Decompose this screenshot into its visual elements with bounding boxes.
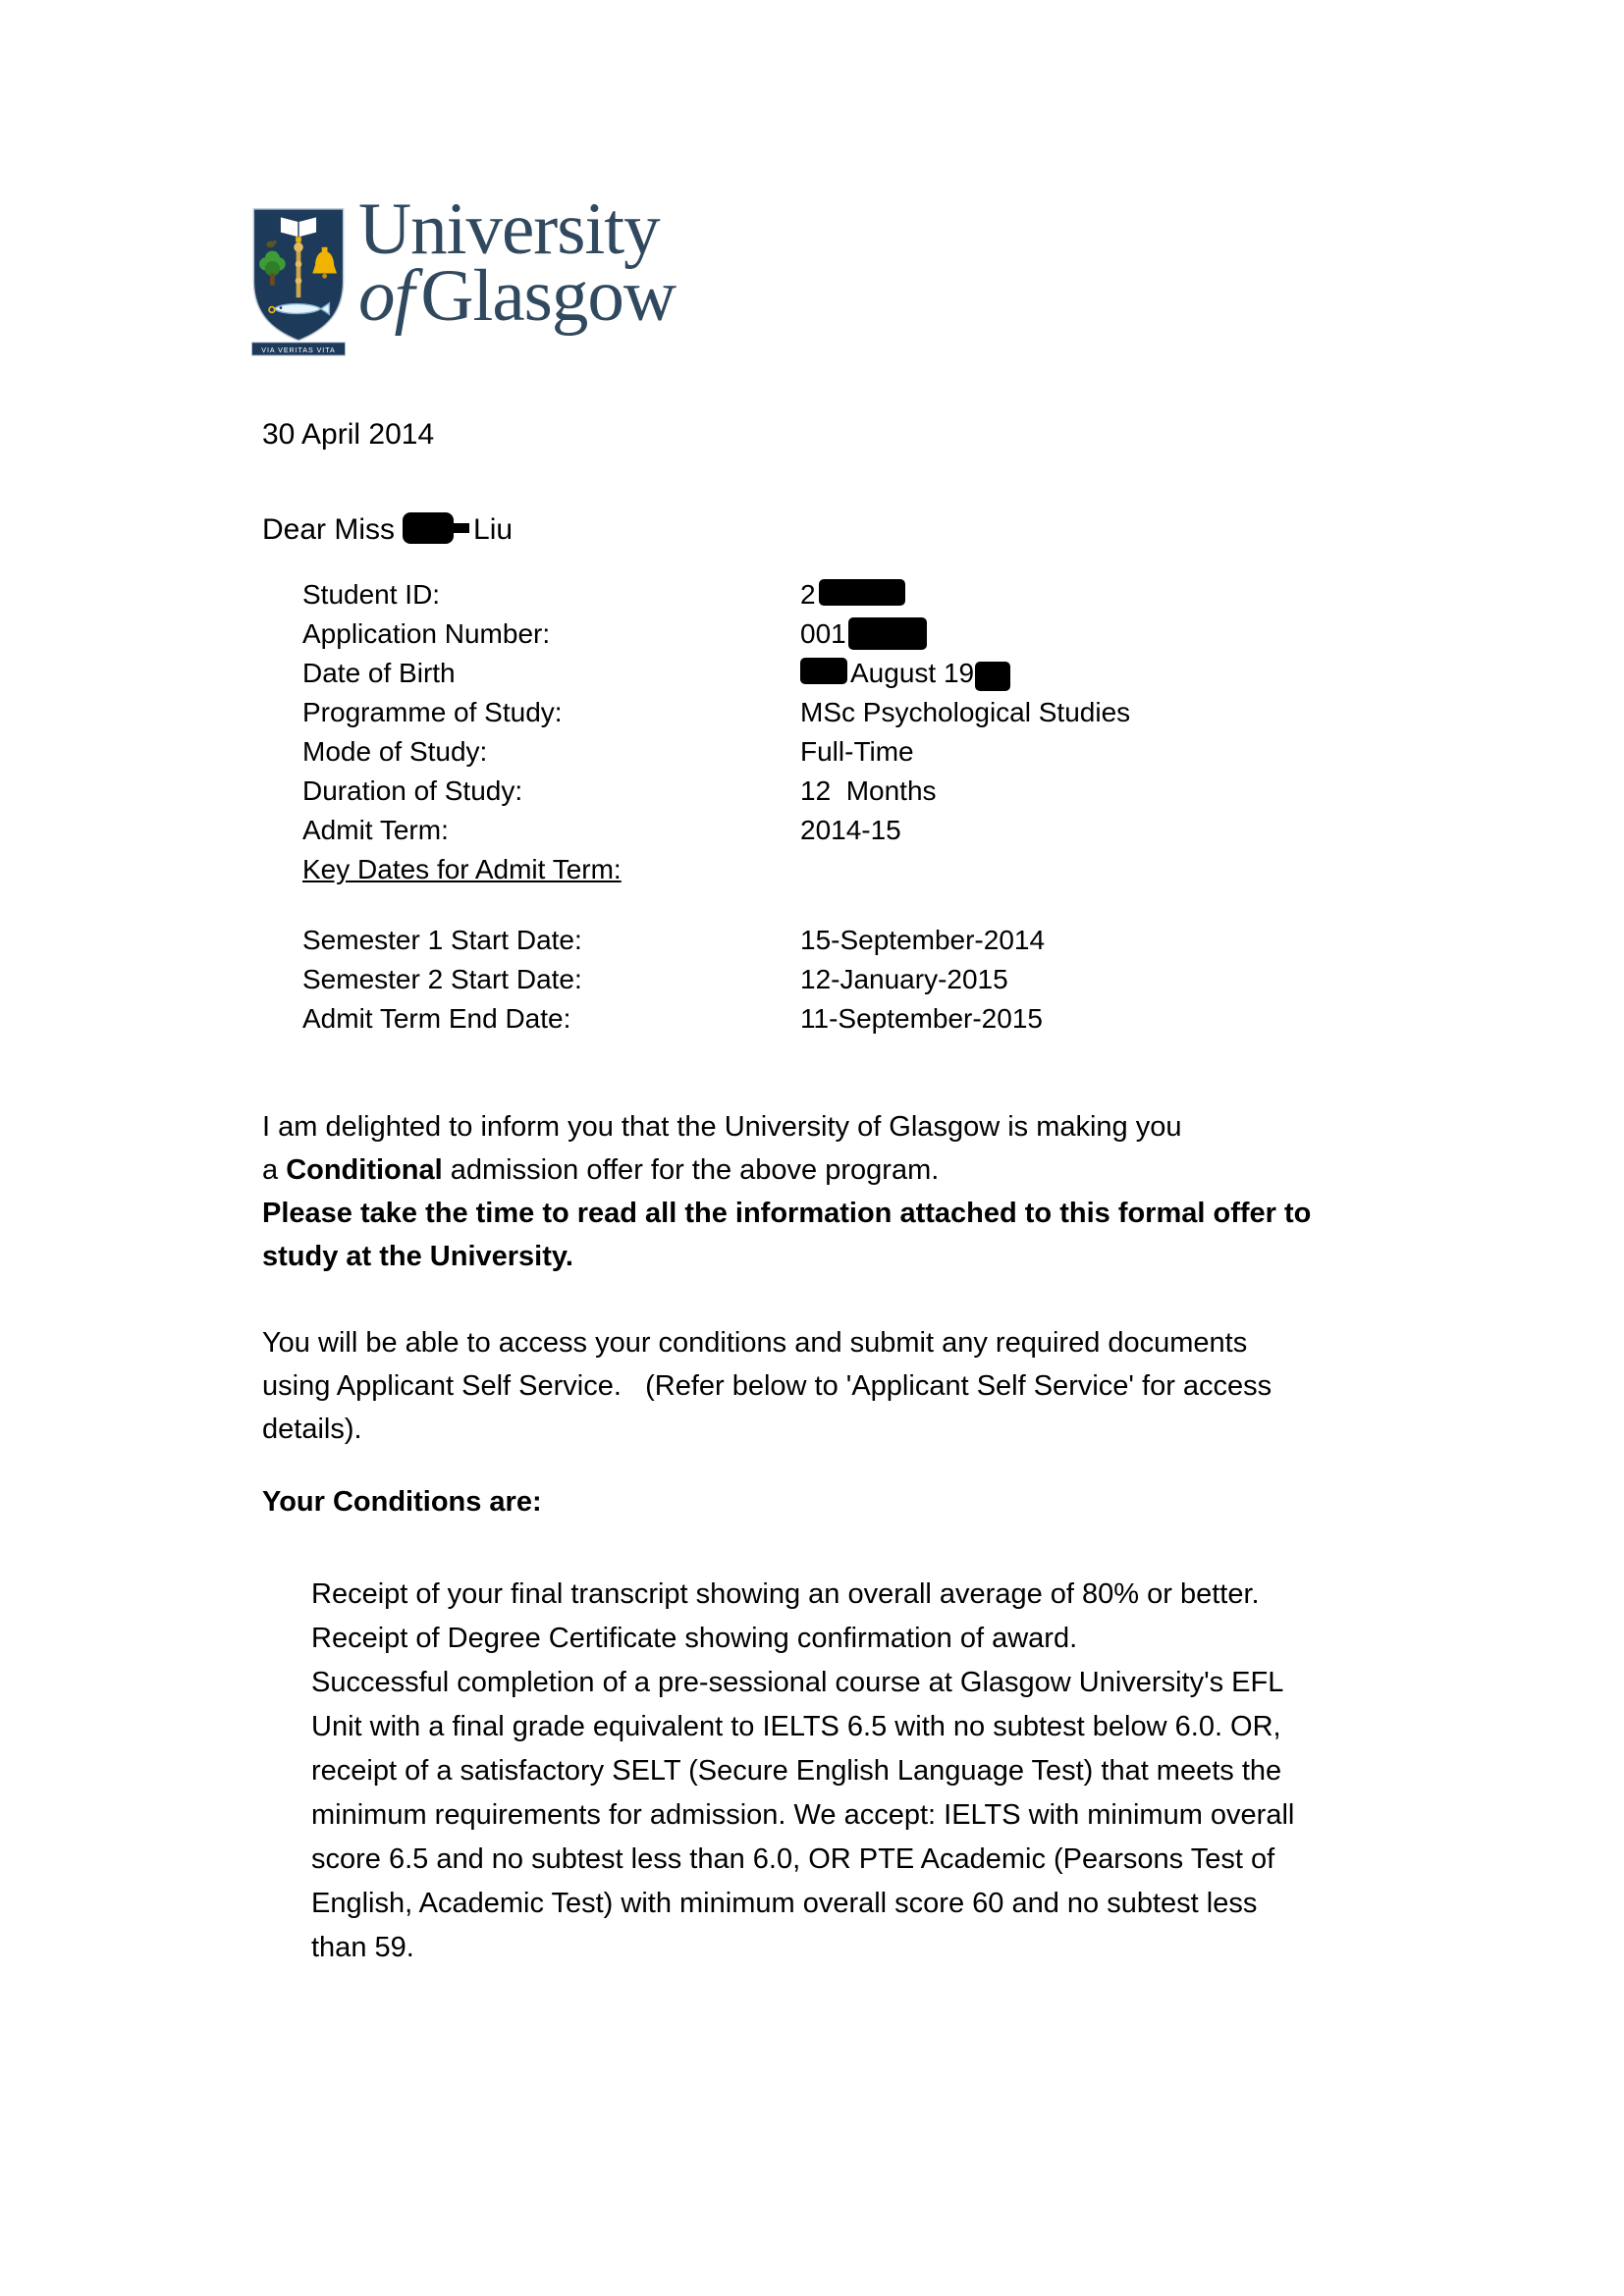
detail-row-semester2 [302, 960, 1130, 999]
detail-label: Programme of Study: [302, 697, 563, 727]
detail-row-semester1 [302, 921, 1130, 960]
conditions-heading: Your Conditions are: [262, 1486, 542, 1518]
detail-value: 2 [800, 575, 905, 614]
condition-line: Successful completion of a pre-sessional course at Glasgow University's EFL [311, 1667, 1284, 1698]
letter-date: 30 April 2014 [262, 418, 435, 451]
detail-label: Admit Term End Date: [302, 1003, 571, 1034]
detail-value: 2014-15 [800, 815, 901, 845]
conditional-emphasis: Conditional [286, 1154, 443, 1186]
redaction-box [975, 662, 1010, 691]
redaction-box [819, 579, 905, 606]
wordmark-line1: University [358, 188, 660, 270]
applicant-details-table [302, 575, 1130, 1039]
detail-row-duration [302, 772, 1130, 811]
redaction-box [848, 617, 927, 650]
paragraph-line: a Conditional admission offer for the above program. [262, 1154, 940, 1186]
detail-value: 12 Months [800, 775, 937, 806]
university-logo [248, 188, 676, 357]
condition-line: receipt of a satisfactory SELT (Secure English Language Test) that meets the [311, 1755, 1282, 1787]
offer-paragraph [262, 1105, 1311, 1278]
condition-line: minimum requirements for admission. We accept: IELTS with minimum overall [311, 1799, 1295, 1831]
paragraph-line-bold: study at the University. [262, 1241, 573, 1272]
redaction-box [403, 512, 454, 544]
detail-label: Mode of Study: [302, 736, 488, 767]
detail-row-student-id [302, 575, 1130, 614]
detail-value: MSc Psychological Studies [800, 697, 1131, 727]
detail-row-application-number [302, 614, 1130, 654]
detail-label: Admit Term: [302, 815, 449, 845]
paragraph-line: using Applicant Self Service. (Refer below to 'Applicant Self Service' for access [262, 1370, 1272, 1402]
paragraph-line: details). [262, 1414, 362, 1445]
condition-line: Receipt of Degree Certificate showing confirmation of award. [311, 1623, 1078, 1654]
detail-value: 001 [800, 614, 927, 654]
detail-label: Application Number: [302, 618, 551, 649]
detail-label: Student ID: [302, 579, 441, 610]
key-dates-heading: Key Dates for Admit Term: [302, 854, 622, 884]
detail-value: Full-Time [800, 736, 914, 767]
detail-value: 12-January-2015 [800, 964, 1008, 994]
condition-line: than 59. [311, 1932, 414, 1963]
university-wordmark [358, 188, 676, 337]
paragraph-line: You will be able to access your conditions and submit any required documents [262, 1327, 1248, 1359]
detail-label: Date of Birth [302, 658, 456, 688]
condition-line: Unit with a final grade equivalent to IELTS 6.5 with no subtest below 6.0. OR, [311, 1711, 1281, 1742]
detail-row-programme [302, 693, 1130, 732]
detail-label: Semester 2 Start Date: [302, 964, 582, 994]
paragraph-line: I am delighted to inform you that the University of Glasgow is making you [262, 1111, 1182, 1143]
crest-motto: VIA VERITAS VITA [261, 346, 336, 354]
detail-row-admit-term-end [302, 999, 1130, 1039]
detail-row-mode [302, 732, 1130, 772]
university-crest-icon [248, 206, 349, 357]
condition-line: English, Academic Test) with minimum overall score 60 and no subtest less [311, 1888, 1258, 1919]
detail-label: Semester 1 Start Date: [302, 925, 582, 955]
wordmark-glasgow: Glasgow [420, 255, 676, 337]
detail-row-admit-term [302, 811, 1130, 850]
detail-value: August 19 [800, 654, 1010, 693]
detail-value: 15-September-2014 [800, 925, 1046, 955]
redaction-box [800, 658, 847, 684]
paragraph-line-bold: Please take the time to read all the information attached to this formal offer to [262, 1198, 1312, 1229]
greeting-line [262, 512, 513, 547]
detail-row-key-dates-heading [302, 850, 1130, 889]
spacer [302, 889, 1130, 921]
condition-line: Receipt of your final transcript showing an overall average of 80% or better. [311, 1578, 1260, 1610]
detail-row-date-of-birth [302, 654, 1130, 693]
detail-value: 11-September-2015 [800, 1003, 1043, 1034]
greeting-prefix: Dear Miss [262, 513, 396, 546]
greeting-suffix: Liu [473, 513, 514, 546]
wordmark-line2 [358, 255, 676, 337]
wordmark-of: of [358, 255, 414, 337]
self-service-paragraph [262, 1321, 1272, 1451]
conditions-list [311, 1573, 1294, 1970]
condition-line: score 6.5 and no subtest less than 6.0, OR PTE Academic (Pearsons Test of [311, 1843, 1275, 1875]
detail-label: Duration of Study: [302, 775, 523, 806]
